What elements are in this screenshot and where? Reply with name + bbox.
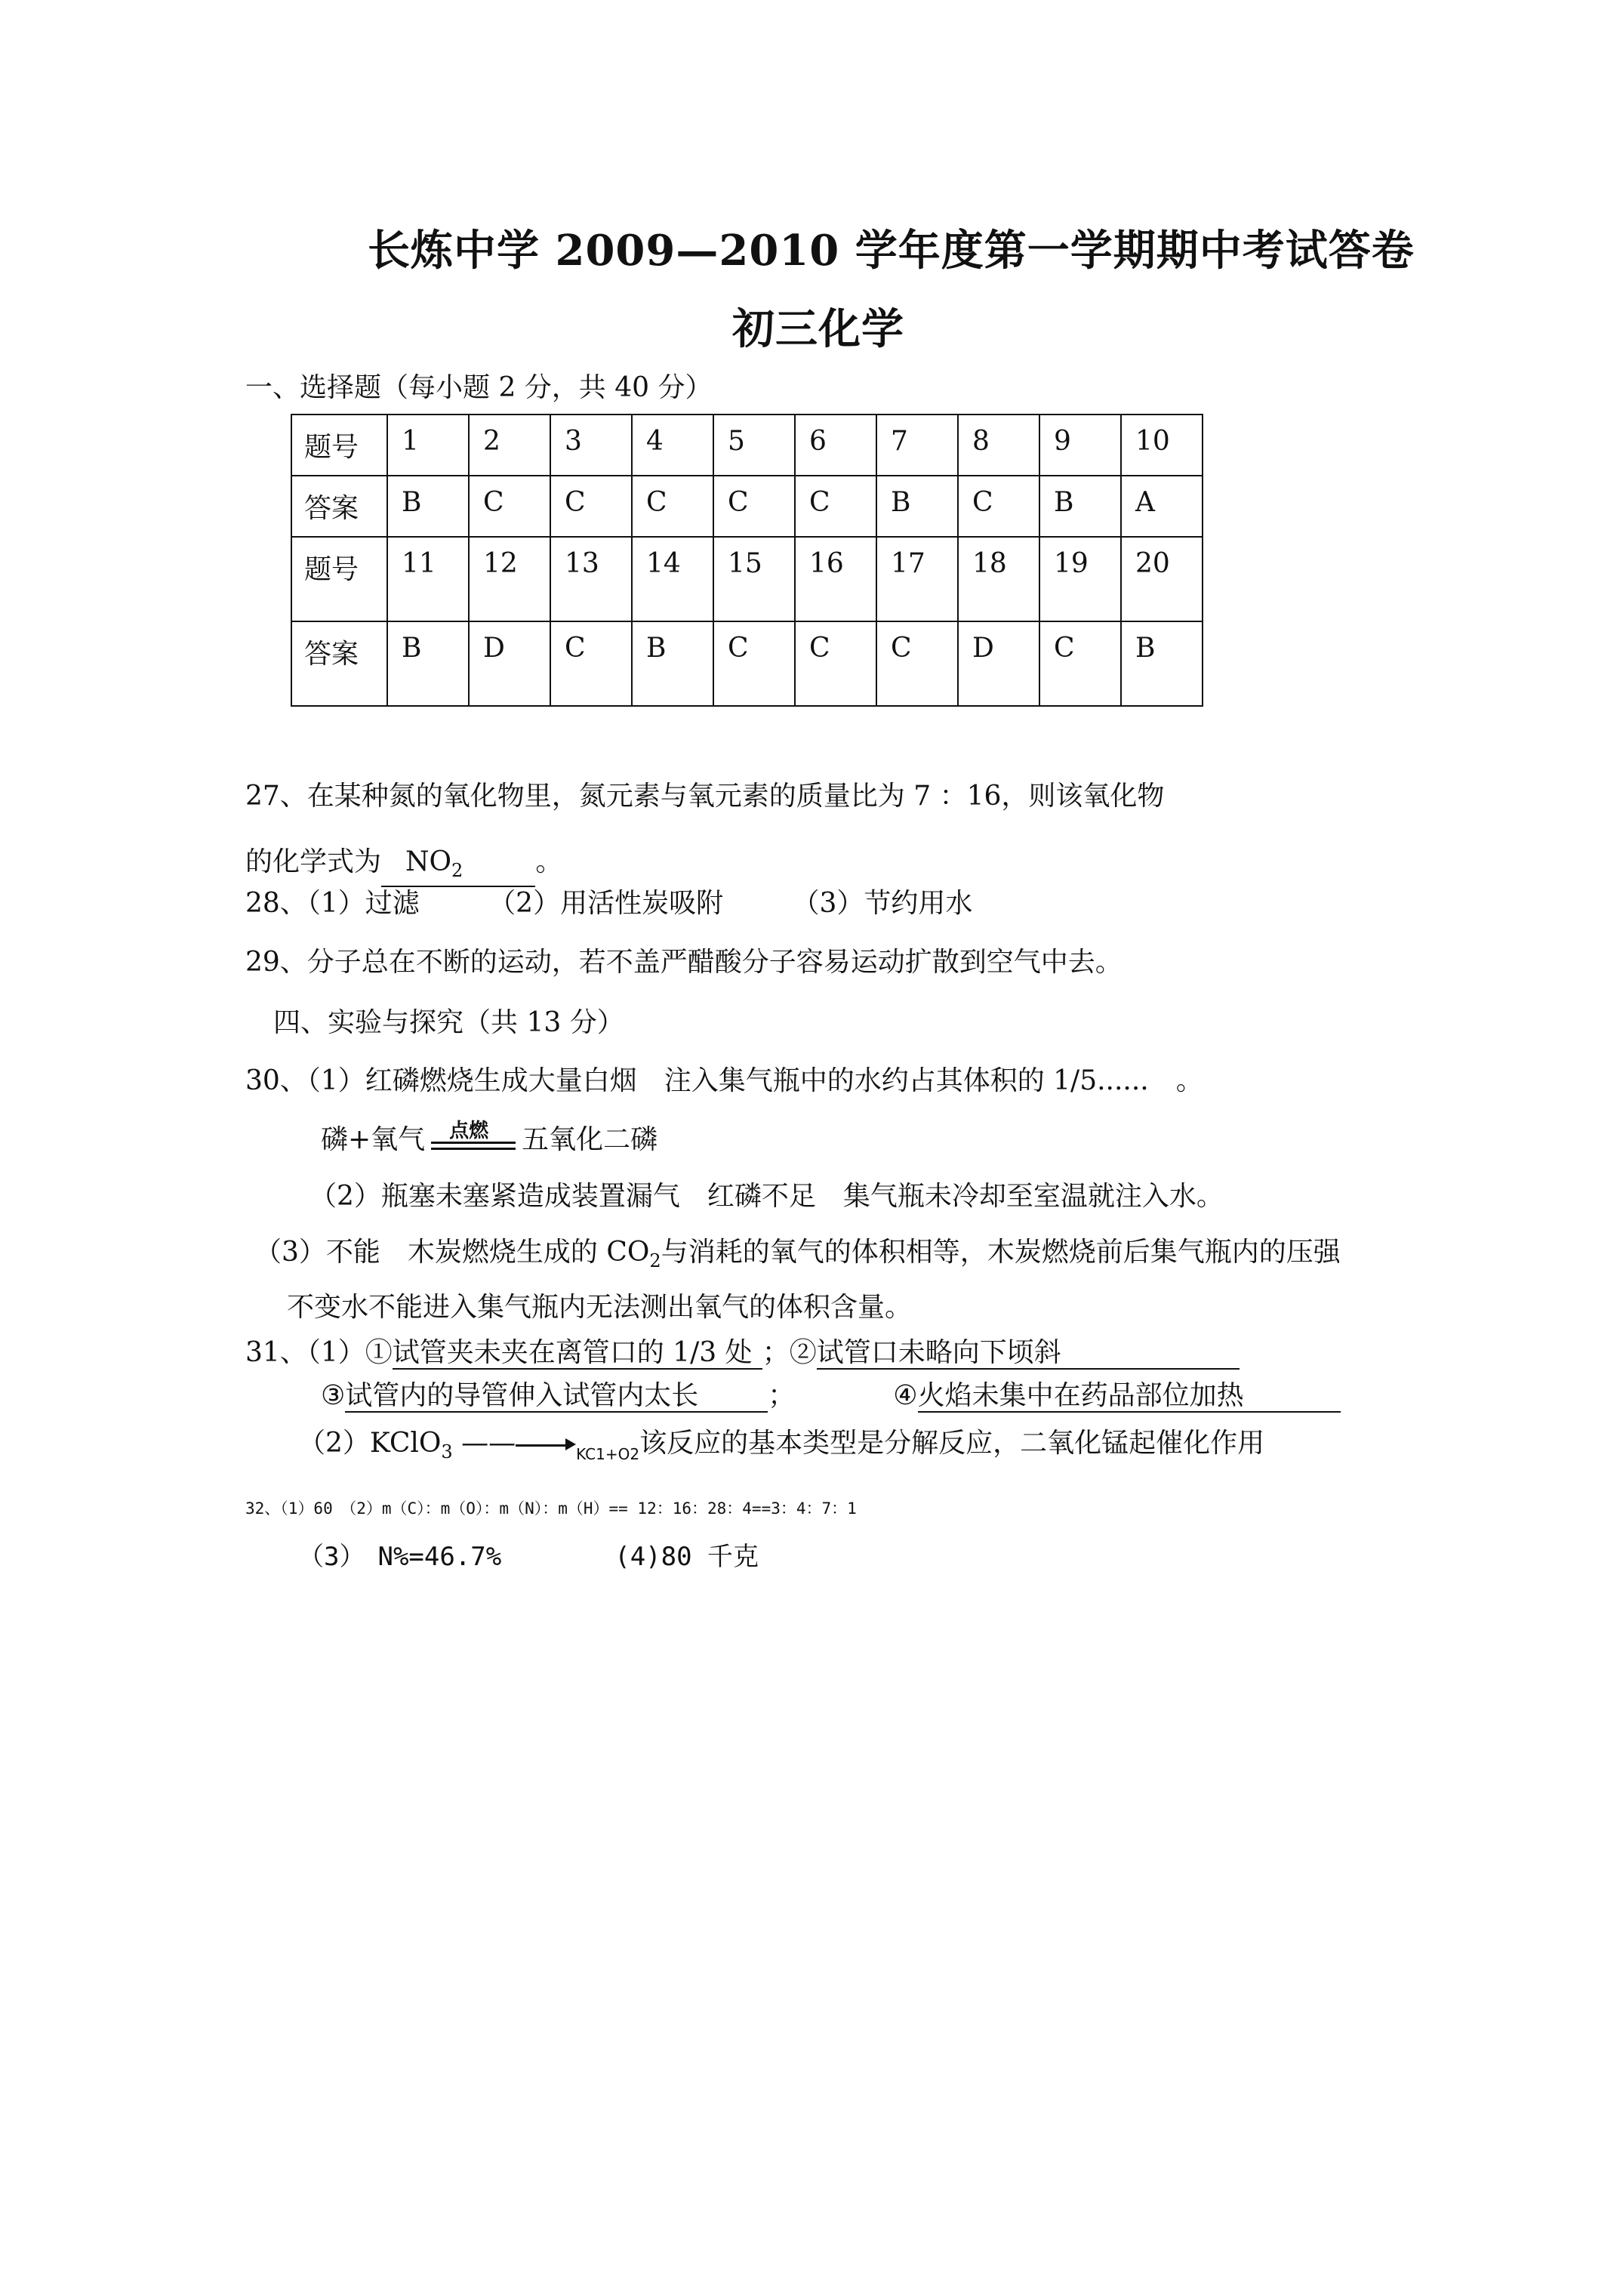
table-cell: C <box>1039 621 1121 706</box>
q31-num: 31、 <box>245 1337 307 1368</box>
table-cell: B <box>387 476 469 537</box>
table-row <box>291 537 1203 621</box>
table-cell: 5 <box>713 415 795 476</box>
table-cell: 4 <box>632 415 713 476</box>
table-cell: 10 <box>1121 415 1203 476</box>
q27-suffix: 。 <box>535 846 563 877</box>
table-cell: 16 <box>795 537 876 621</box>
q31-dash: —— <box>461 1428 516 1459</box>
q31-p2-text: 该反应的基本类型是分解反应，二氧化锰起催化作用 <box>639 1428 1265 1459</box>
q31-products: KC1+O2 <box>576 1445 640 1463</box>
table-cell: 12 <box>469 537 550 621</box>
table-cell: C <box>469 476 550 537</box>
condition-label: 点燃 <box>449 1120 489 1142</box>
table-cell: 17 <box>876 537 958 621</box>
q30-line3-sub: 2 <box>649 1250 661 1272</box>
table-cell: D <box>469 621 550 706</box>
q27-answer-sub: 2 <box>451 860 463 882</box>
q30-equation <box>321 1120 658 1158</box>
eq-reactants: 磷+氧气 <box>321 1124 426 1155</box>
row-label: 答案 <box>291 476 387 537</box>
row-label: 答案 <box>291 621 387 706</box>
page-subtitle: 初三化学 <box>732 304 904 354</box>
q31-p2-sub: 3 <box>441 1441 453 1463</box>
table-cell: 2 <box>469 415 550 476</box>
answer-table <box>291 414 1203 707</box>
table-cell: C <box>713 621 795 706</box>
q31-line3 <box>298 1427 1264 1469</box>
table-cell: C <box>795 476 876 537</box>
q27-prefix: 的化学式为 <box>245 846 382 877</box>
table-cell: C <box>550 476 632 537</box>
table-cell: B <box>876 476 958 537</box>
table-cell: 20 <box>1121 537 1203 621</box>
row-label: 题号 <box>291 537 387 621</box>
row-label: 题号 <box>291 415 387 476</box>
q30-line3-a: （3）不能 木炭燃烧生成的 CO <box>254 1237 650 1268</box>
table-cell: D <box>958 621 1039 706</box>
table-cell: B <box>387 621 469 706</box>
table-cell: B <box>1039 476 1121 537</box>
table-cell: C <box>958 476 1039 537</box>
q30-line3-b: 与消耗的氧气的体积相等，木炭燃烧前后集气瓶内的压强 <box>661 1237 1341 1268</box>
q27-answer-base: NO <box>405 846 452 877</box>
table-cell: A <box>1121 476 1203 537</box>
q32-line2 <box>298 1540 759 1573</box>
q31-p2-prefix: （2）KClO <box>298 1428 442 1459</box>
table-row <box>291 621 1203 706</box>
q31-circle4: ④ <box>893 1380 918 1411</box>
q31-answer-3: 试管内的导管伸入试管内太长 <box>345 1381 768 1413</box>
q30-line1: 30、（1）红磷燃烧生成大量白烟 注入集气瓶中的水约占其体积的 1/5...... 。 <box>245 1065 1203 1096</box>
section4-heading: 四、实验与探究（共 13 分） <box>273 1007 624 1038</box>
table-cell: C <box>876 621 958 706</box>
q29-text: 29、分子总在不断的运动，若不盖严醋酸分子容易运动扩散到空气中去。 <box>245 947 1123 978</box>
table-cell: B <box>632 621 713 706</box>
page-title: 长炼中学 2009—2010 学年度第一学期期中考试答卷 <box>368 226 1415 276</box>
q32-answer-4: (4)80 千克 <box>614 1542 759 1572</box>
q28-line <box>245 887 972 920</box>
table-cell: 1 <box>387 415 469 476</box>
q28-answer-3: （3）节约用水 <box>792 888 973 919</box>
table-cell: B <box>1121 621 1203 706</box>
q31-sep1: ；② <box>762 1337 817 1368</box>
q27-answer <box>381 847 535 887</box>
q31-line2 <box>321 1379 1341 1413</box>
eq-products: 五氧化二磷 <box>522 1124 658 1155</box>
q32-line1: 32、（1）60 （2）m（C）：m（O）：m（N）：m（H）== 12：16：28：4==3：4：7：1 <box>245 1499 857 1518</box>
table-cell: 11 <box>387 537 469 621</box>
q31-answer-4: 火焰未集中在药品部位加热 <box>918 1381 1341 1413</box>
q30-line3 <box>254 1236 1341 1277</box>
table-cell: 3 <box>550 415 632 476</box>
q31-line1 <box>245 1336 1240 1370</box>
table-cell: 9 <box>1039 415 1121 476</box>
q30-line2: （2）瓶塞未塞紧造成装置漏气 红磷不足 集气瓶未冷却至室温就注入水。 <box>310 1181 1224 1212</box>
table-cell: 13 <box>550 537 632 621</box>
table-cell: 14 <box>632 537 713 621</box>
table-cell: C <box>550 621 632 706</box>
q28-answer-1: （1）过滤 <box>306 888 420 919</box>
table-cell: 18 <box>958 537 1039 621</box>
table-cell: 6 <box>795 415 876 476</box>
table-cell: C <box>713 476 795 537</box>
q31-answer-1: 试管夹未夹在离管口的 1/3 处 <box>393 1338 762 1370</box>
q27-line2 <box>245 846 562 887</box>
q31-part1: （1）① <box>306 1337 393 1368</box>
table-cell: 19 <box>1039 537 1121 621</box>
table-cell: C <box>795 621 876 706</box>
q31-circle3: ③ <box>321 1380 346 1411</box>
q28-num: 28、 <box>245 888 307 919</box>
table-cell: 15 <box>713 537 795 621</box>
q27-line1: 27、在某种氮的氧化物里，氮元素与氧元素的质量比为 7 ：16，则该氧化物 <box>245 781 1165 812</box>
section1-heading: 一、选择题（每小题 2 分，共 40 分） <box>245 372 713 403</box>
reaction-condition <box>428 1120 519 1158</box>
q28-answer-2: （2）用活性炭吸附 <box>488 888 724 919</box>
table-cell: C <box>632 476 713 537</box>
table-cell: 8 <box>958 415 1039 476</box>
arrow-right-icon <box>516 1438 576 1453</box>
table-row <box>291 476 1203 537</box>
q31-answer-2: 试管口未略向下顷斜 <box>817 1338 1240 1370</box>
q31-sep3: ； <box>768 1380 796 1411</box>
table-cell: 7 <box>876 415 958 476</box>
table-row <box>291 415 1203 476</box>
q32-answer-3: （3） N%=46.7% <box>298 1542 502 1572</box>
q30-line4: 不变水不能进入集气瓶内无法测出氧气的体积含量。 <box>287 1292 913 1323</box>
